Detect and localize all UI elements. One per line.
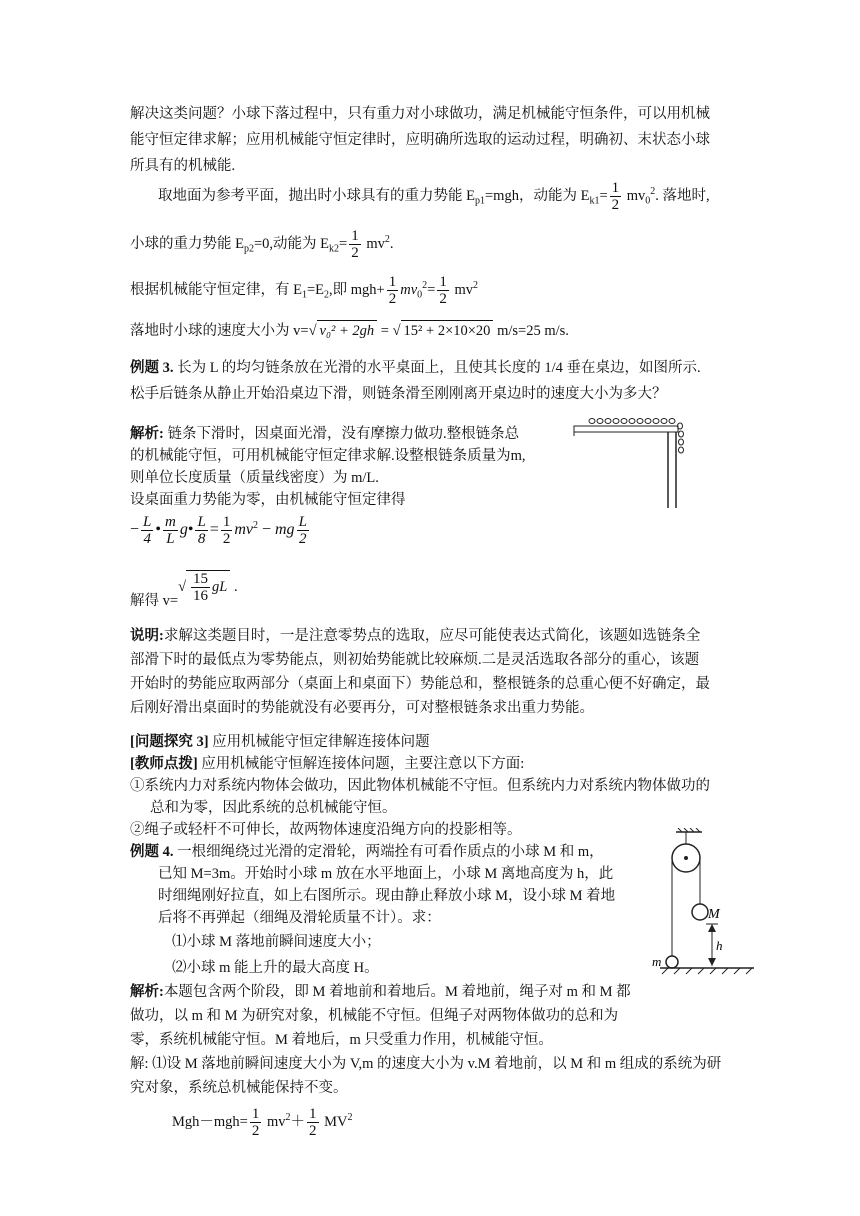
solution-line: 设桌面重力势能为零，由机械能守恒定律得 [130, 492, 406, 508]
example-4-line: 已知 M=3m。开始时小球 m 放在水平地面上，小球 M 离地高度为 h，此 [158, 866, 614, 882]
note-line: 说明:求解这类题目时，一是注意零势点的选取，应尽可能使表达式简化，该题如选链条全 [130, 628, 701, 644]
example-3-line: 例题 3. 长为 L 的均匀链条放在光滑的水平桌面上，且使其长度的 1/4 垂在桌边，如图所示. [130, 360, 701, 376]
label-h: h [716, 938, 723, 953]
solution-line: 解: ⑴设 M 落地前瞬间速度大小为 V,m 的速度大小为 v.M 着地前，以 M 和 m 组成的系统为研 [130, 1056, 722, 1072]
velocity-line: 落地时小球的速度大小为 v=√ v₀² + 2gh = √ 15² + 2×10×20 m/s=25 m/s. [130, 320, 569, 341]
question-1: ⑴小球 M 落地前瞬间速度大小； [172, 934, 381, 950]
solution-line: 解析: 链条下滑时，因桌面光滑，没有摩擦力做功.整根链条总 [130, 426, 520, 442]
chain-result: 解得 v=√ $\frac{15}{16}$ gL . [130, 571, 238, 609]
note-line: 开始时的势能应取两部分（桌面上和桌面下）势能总和，整根链条的总重心便不好确定，最 [130, 676, 710, 692]
question-2: ⑵小球 m 能上升的最大高度 H。 [172, 960, 379, 976]
solution-line: 则单位长度质量（质量线密度）为 m/L. [130, 470, 379, 486]
point-1: ①系统内力对系统内物体会做功，因此物体机械能不守恒。但系统内力对系统内物体做功的 [130, 778, 710, 794]
example-4-line: 后将不再弹起（细绳及滑轮质量不计）。求： [158, 910, 441, 926]
label-M: M [708, 907, 720, 922]
point-1-cont: 总和为零，因此系统的总机械能守恒。 [150, 800, 397, 816]
note-line: 部滑下时的最低点为零势能点，则初始势能就比较麻烦.二是灵活选取各部分的重心，该题 [130, 652, 700, 668]
energy-line-2: 小球的重力势能 $E_{p2}=0$,动能为 $E_{k2}=$ $\frac{1}{2}$ $mv^2$. [130, 228, 394, 261]
note-line: 后刚好滑出桌面时的势能就没有必要再分，可对整根链条求出重力势能。 [130, 700, 594, 716]
solution-line: 零，系统机械能守恒。M 着地后，m 只受重力作用，机械能守恒。 [130, 1032, 553, 1048]
para-line: 解决这类问题？小球下落过程中，只有重力对小球做功，满足机械能守恒条件，可以用机械 [130, 106, 710, 122]
example-4-line: 例题 4. 一根细绳绕过光滑的定滑轮，两端拴有可看作质点的小球 M 和 m， [130, 844, 604, 860]
energy-equation: Mgh－mgh= $\frac{1}{2}$ $mv^2+$ $\frac{1}{2}$ $MV^2$ [172, 1106, 353, 1139]
solution-line: 解析:本题包含两个阶段，即 M 着地前和着地后。M 着地前，绳子对 m 和 M 都 [130, 984, 631, 1000]
point-2: ②绳子或轻杆不可伸长，故两物体速度沿绳方向的投影相等。 [130, 822, 522, 838]
solution-line: 做功，以 m 和 M 为研究对象，机械能不守恒。但绳子对两物体做功的总和为 [130, 1008, 619, 1024]
teacher-tip: [教师点拨] 应用机械能守恒解连接体问题，主要注意以下方面: [130, 756, 525, 772]
para-line: 所具有的机械能. [130, 158, 236, 174]
solution-line: 究对象，系统总机械能保持不变。 [130, 1080, 348, 1096]
para-line: 能守恒定律求解；应用机械能守恒定律时，应明确所选取的运动过程，明确初、末状态小球 [130, 132, 710, 148]
energy-line-3: 根据机械能守恒定律，有 $E_1=E_2$,即 mgh+ $\frac{1}{2}$ $mv_0^2=$ $\frac{1}{2}$ $mv^2$ [130, 274, 479, 307]
section-heading: [问题探究 3] 应用机械能守恒定律解连接体问题 [130, 734, 430, 750]
solution-line: 的机械能守恒，可用机械能守恒定律求解.设整根链条质量为m, [130, 448, 526, 464]
chain-equation: − $\frac{L}{4}$ • $\frac{m}{L}$ g• $\frac{L}{8}$ = $\frac{1}{2}$ $mv^2$ − mg $\frac{L}{2}$ [130, 514, 307, 547]
example-3-line: 松手后链条从静止开始沿桌边下滑，则链条滑至刚刚离开桌边时的速度大小为多大？ [130, 386, 667, 402]
energy-line-1: 取地面为参考平面，抛出时小球具有的重力势能 $E_{p1}=mgh$，动能为 $E_{k1}=$ $\frac{1}{2}$ $mv_0^2$. 落地时, [158, 180, 710, 213]
pulley-figure [648, 828, 758, 976]
chain-table-figure [572, 404, 706, 510]
example-4-line: 时细绳刚好拉直，如上右图所示。现由静止释放小球 M，设小球 M 着地 [158, 888, 616, 904]
label-m: m [652, 954, 662, 969]
